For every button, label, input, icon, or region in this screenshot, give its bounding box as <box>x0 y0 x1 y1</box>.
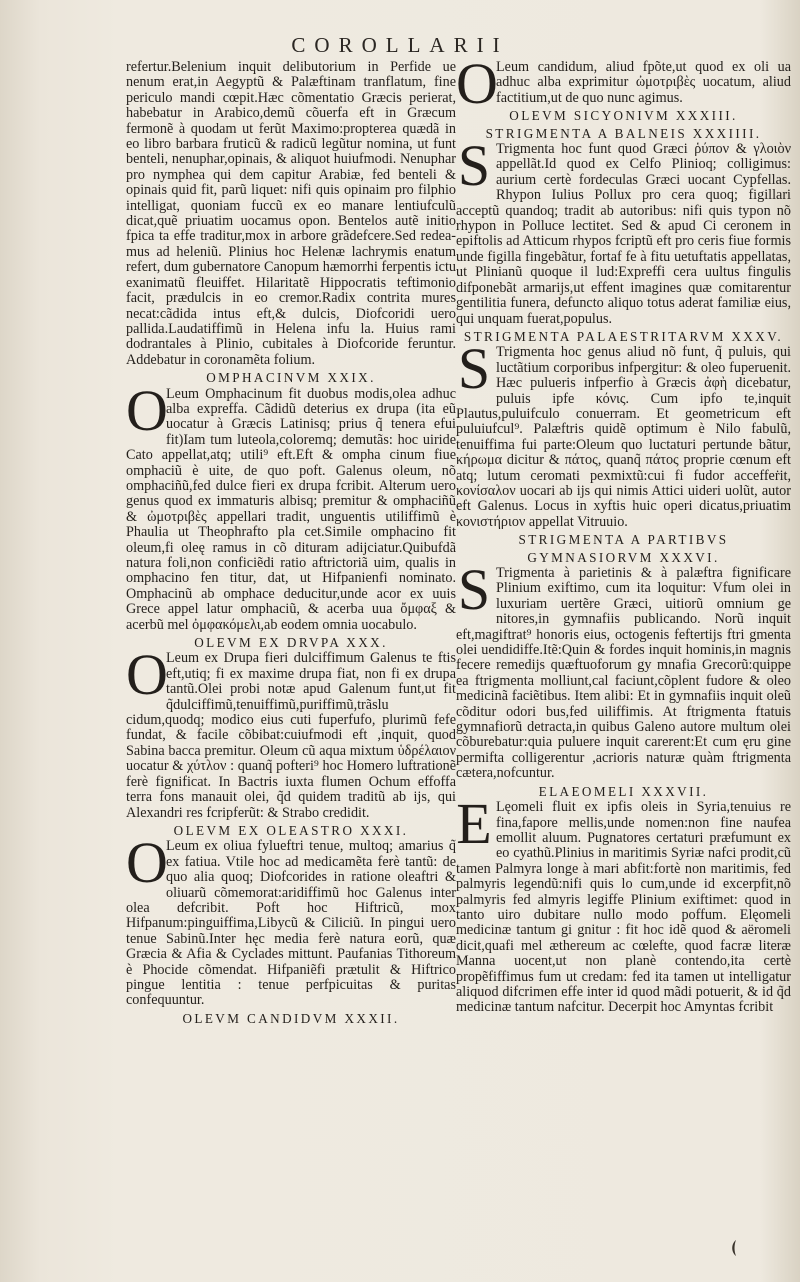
drop-cap-initial: O <box>126 377 168 443</box>
right-column <box>456 51 791 1016</box>
section-heading: OMPHACINVM XXIX. <box>206 370 376 386</box>
paragraph-text: Leum ex oliua fylueftri tenue, multoq; amarius q̃ ex fatiua. Vtile hoc ad medicamẽta ferè tantũ: de quo alia quoq; Diofcorides in ratione oleaftri & oliuarũ cõmemorat:aridiffimũ hoc Galenus inter olea defcribit. Poft hoc Hiftricũ, mox Hifpanum:pinguiffima,Libycũ & Ciliciũ. In pingui uero tenue Sabinũ.Inter hęc media ferè natura eorũ, quæ Græcia & Afia & Cyclades mittunt. Paufanias Tithoreum è Phocide cõmendat. Hifpaniẽfi prætulit & Hiftrico pingue lentitia : tenue perfpicuitas & puritas confequuntur. <box>126 838 456 1009</box>
drop-cap-initial: O <box>456 51 498 116</box>
drop-cap-initial: O <box>126 642 168 708</box>
paragraph-text: Leum candidum, aliud fpõte,ut quod ex oli ua adhuc alba exprimitur ὠμοτριβὲς uocatum, aliud factitium,ut de quo nunc agimus. <box>496 59 791 106</box>
section-heading: GYMNASIORVM XXXVI. <box>527 549 720 565</box>
drop-cap-initial: O <box>126 830 168 896</box>
drop-cap-initial: S <box>457 557 491 622</box>
drop-cap-initial: S <box>457 336 491 402</box>
paragraph-text: Leum Omphacinum fit duobus modis,olea adhuc alba expreffa. Cãdidũ deterius ex drupa (ita eũ uocatur à Græcis Latinisq; prius q̃ tenera efui fit)Iam tum luteola,coloremq; demutãs: hoc uiride Cato appellat,atq; utili⁹ eft.Eft & ompha cinum fiue omphaciũ è uite, de quo poft. Galenus oleum, nõ omphaciñũ,fed dulce fieri ex drupa fcribit. Alterum uero genus quod ex immaturis albisq; premitur & omphaciñũ & ὠμοτριβὲς appellari tradit, unguentis utiliffimũ è Phaulia ut Theophrafto pla cet.Simile omphacino fit oleum,fi oleę ramus in cõ dituram adijciatur.Quibufdã natura foli,non conficiẽdi ratio aftrictoriã uim, qualis in omphacino fen titur, dat, ut Hifpanienfi nominato. Omphacinũ ab omphace deducitur,unde acor ex uuis Grece appel latur omphaciũ, & acerba uua ὄμφαξ & acerbũ mel ὀμφακόμελι,ab eodem omnia uocabulo. <box>126 385 456 633</box>
paragraph-text: Lęomeli fluit ex ipfis oleis in Syria,tenuius re fina,fapore mellis,unde nomen:non fine naufea emollit aluum. Pugnatores certaturi præfumunt ex eo cyathũ.Plinius in maritimis Syriæ nafci prodit,cũ tamen Palmyra longe à mari abfit:fortè non maritimis, fed palmyris legendũ:nifi quis lo cum,unde id excerpfit,nõ palmyris fed almyris legiffe Plinium exiftimet: quod in tanto uiro dubitare nullo modo poffum. Elęomeli medicinæ tantum gi gnitur : fit hoc idẽ quod & aëromeli dicit,quafi mel æthereum ac cœlefte, quod facræ literæ Manna uocent,ut non planè contendo,ita certè propẽfiffimus fum ut credam: fed ita tamen ut intelligatur aliquod difcrimen effe inter id quod mãdi potuerit, & id q̃d medicinæ tantum nafcitur. Decerpit hoc Amyntas fcribit <box>456 799 791 1016</box>
paragraph-text: Trigmenta hoc funt quod Græci ῥύπον & γλοιὸν appellãt.Id quod ex Celfo Plinioq; colligimus: aurium certè fordeculas Græci uocant Cypfellas. Rhypon Iulius Pollux pro cera quoq; figillari acceptũ quandoq; tradit ab autoribus: nifi quis typon nõ rhypon in Polluce lectitet. Sed & apud Ci ceronem in epiftolis ad Atticum rhypos fcriptũ eft pro ceris fiue formis unde figilla fingebãtur, fortaf fe à fitu uetuftatis appellatas, ut Plinianũ quoque il lud:Expreffi cera uultus fingulis difponebãt armarijs,ut effent imagines quæ comitarentur gentilitia funera, defuncto aliquo totus aderat familiæ eius, qui unquam fuerat,populus. <box>456 141 791 327</box>
section-heading: OLEVM SICYONIVM XXXIII. <box>509 108 738 124</box>
section-heading: ELAEOMELI XXXVII. <box>538 783 709 799</box>
section-heading: OLEVM EX OLEASTRO XXXI. <box>173 822 409 838</box>
paragraph-text: Trigmenta à parietinis & à palæftra fignificare Plinium exiftimo, cum ita loquitur: Vfum olei in luxuriam uertẽre Græci, uitiorũ omnium ge nitores,in gymnafiis publicando. Norũ inquit eft,magiftrat⁹ honoris eius, octogenis feftertijs ftri gmenta olei uendidiffe.Itẽ:Quin & fordes inquit hominis,in magnis fecere remedijs quæftuoforum gy mnafia Grecorũ:quippe ea ftrigmenta molliunt,cal faciunt,cõplent fudore & oleo medicinã faciẽtibus. Item alibi: Et in gymnafiis inquit oleũ cõditur odori bus,fed uiliffimis. At ftrigmenta ftatuis gymnafiorũ detracta,in quibus Galeno autore multum olei cõburebatur:quia puluere inquit carerent:Et cum ęru gine permifta colligerentur ,acrioris naturæ quàm ftrigmenta cætera,nofcuntur. <box>456 565 791 782</box>
section-heading: STRIGMENTA A BALNEIS XXXIIII. <box>485 125 762 141</box>
section-heading: STRIGMENTA A PARTIBVS <box>518 532 729 548</box>
section-heading: STRIGMENTA PALAESTRITARVM XXXV. <box>463 328 784 344</box>
paragraph <box>126 60 456 368</box>
running-head: COROLLARII <box>291 33 509 57</box>
section-heading: OLEVM EX DRVPA XXX. <box>194 635 388 651</box>
printer-mark-icon <box>726 1238 746 1258</box>
paragraph-text: Leum ex Drupa fieri dulciffimum Galenus te ftis eft,utiq; fi ex maxime drupa fiat, non fi ex drupa tantũ.Olei probi notæ apud Galenum funt,ut fit q̃dulciffimũ,tenuiffimũ,puriffimũ,trãslu cidum,quodq; modico eius cuti fuperfufo, plurimũ fefe fundat, & facile cõbibat:cuiufmodi eft ,inquit, quod Sabina bacca premitur. Oleum cũ aqua mixtum ὑδρέλαιον uocatur & χύτλον : quanq̃ pofteri⁹ hoc Homero luftrationẽ ferè fignificat. In Bactris iuxta flumen Ochum effoffa terra fons manauit olei, q̃d quidem traditũ ab ijs, qui Alexandri res fcripferũt: & Strabo credidit. <box>126 650 456 821</box>
paragraph-text: Trigmenta hoc genus aliud nõ funt, q̃ puluis, qui luctãtium corporibus infpergitur: & oleo fuperuenit. Hæc pulueris infperfio à Græcis ἀφὴ dicebatur, puluis ipfe κόνις. Cum ipfo te,inquit Plautus,puluifculo conuerram. Et geometricum eft puluiufcul⁹. Palæftris quidẽ optimum è Nilo fabulũ, tenuiffima fui parte:Oleum quo luctaturi pertunde bãtur, κήρωμα dicitur & πάτος, quanq̃ πάτος proprie cœnum eft atq; lutum ceromati pexmixtũ:cui fi fudor acceffeṙit, κονίσαλον uocari ab ijs qui nimis Attici uideri uolũt, autor eft Galenus. Locus in xyftis huic operi dicatus,priuatim κονιστήριον appellat Vitruuio. <box>456 344 791 530</box>
paragraph-text: refertur.Belenium inquit delibutorium in Perfide ue nenum erat,in Aegyptũ & Palæftinam tranflatum, fine periculo mandi cœpit.Hæc cõmentatio Græcis perierat, habebatur in Arabico,demũ cõuerfa eft in Græcum fermonẽ à quodam ut ferũt Maximo:propterea quædã in eo libro barbara fruticũ & radicũ legũtur nomina, ut funt benteli, nenuphar,opinais, & aliquot huiufmodi. Nenuphar pro nymphea qui dem capitur Arabiæ, fed benteli & opinais quid fit, parũ liquet: nifi quis opinaim pro filphio intelligat, quoniam fuccũ ex eo manare lentiufculũ dicat,quẽ priuatim uocamus opon. Bentelos autẽ initio fpica ta effe traditur,mox in arbore grãdefcere.Sed redeamus ad heleniũ. Plinius hoc Helenæ lachrymis enatum refert, dum gubernatore Canopum hæmorrhi ferpentis ictu exanimatũ fleuiffet. Hilaritatẽ Hippocratis teftimonio facit, prædulcis in eo cremor.Radix contrita mures necat:cãdida intus eft,& dulcis, Diofcoridi uero pallida.Laudatiffimũ in Helena infu la. Huius rami dodrantales à Plinio, cubitales à Diofcoride feruntur. Addebatur in coronamẽta folium. <box>126 59 456 368</box>
drop-cap-initial: E <box>456 791 492 857</box>
section-heading: OLEVM CANDIDVM XXXII. <box>182 1010 400 1026</box>
left-column <box>126 60 456 1027</box>
drop-cap-initial: S <box>457 133 491 199</box>
